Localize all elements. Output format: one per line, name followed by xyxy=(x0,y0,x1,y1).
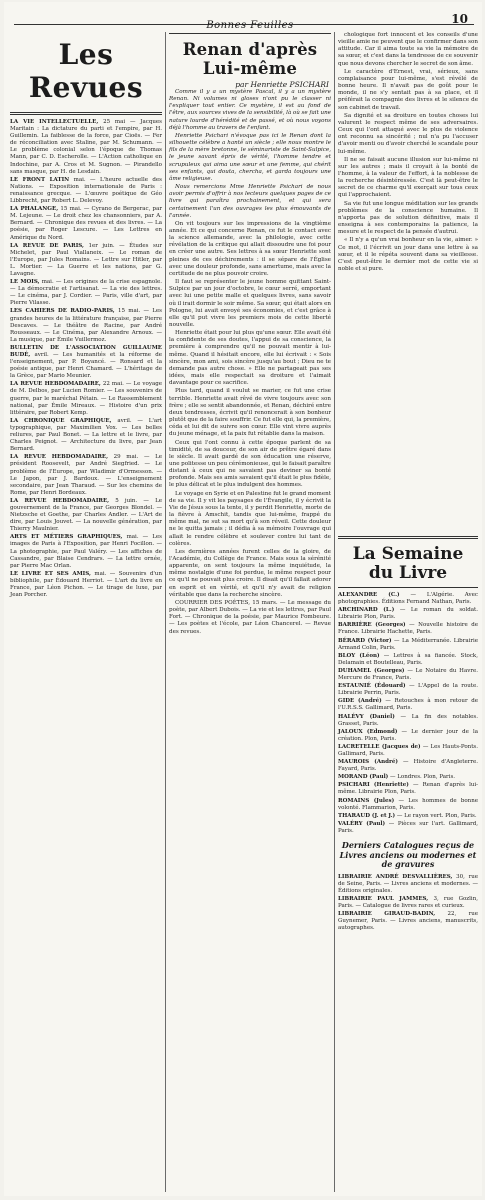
book-details: — Le Notaire du Havre. Mercure de France, Paris. xyxy=(338,667,478,682)
revue-entry xyxy=(10,243,162,278)
book-details: — Renan d'après lui-même. Librairie Plon, Paris. xyxy=(338,782,479,796)
semaine-rule xyxy=(338,536,478,539)
revue-contents: 25 mai — Jacques Maritain : La dictature du parti et l'empire, par H. Guillemin. La faiblesse de la force, par Cioës. — Fer de réconciliation avec Staline, par M. Schumann. — Le problème colonial selon l'époque de Thomas Mann, par C. D. Escherolle. — L'Action catholique en Indochine, par A. Cros et M. Sugnon. — Pirandello sans masque, par H. de Lesdain. xyxy=(10,119,163,175)
book-entry xyxy=(338,607,478,621)
book-details: — Retouches à mon retour de l'U.R.S.S. Gallimard, Paris. xyxy=(338,698,478,712)
title-rule xyxy=(10,112,162,115)
revue-contents: 15 mai. — Les grandes heures de la littérature française, par Pierre Descaves. — Le théâtre de Racine, par André Rousseaux. — Le Cinéma, par Alexandre Arnoux. — La musique, par Émile Vuillermoz. xyxy=(10,308,162,343)
article-paragraph: Plus tard, quand il voulut se marier, ce fut une crise terrible. Henriette avait rêvé de vivre toujours avec son frère ; elle se sentit abandonnée, et Renan, déchiré entre deux tendresses, écrivit qu'il renoncerait à son bonheur plutôt que de la faire souffrir. Ce fut elle qui, la première, céda et lui dit de suivre son cœur. Elle vint vivre auprès du jeune ménage, et la paix fut rétablie dans la maison. xyxy=(169,388,331,438)
revue-name: LA REVUE DE PARIS, xyxy=(10,242,84,249)
article-paragraph: Henriette Psichari n'évoque pas ici le Renan dont la silhouette célèbre a hanté un siècle ; elle nous montre le fils de la mère bretonne, le séminariste de Saint-Sulpice, le jeune savant épris de vérité, l'homme tendre et scrupuleux qui aima une sœur et une femme, qui chérit ses enfants, qui douta, chercha, et garda toujours une âme religieuse. xyxy=(169,132,331,182)
book-details: — La Méditerranée. Librairie Armand Colin, Paris. xyxy=(338,637,478,651)
article-kicker: Bonnes Feuilles xyxy=(206,20,294,31)
article-headline: Renan d'après Lui-même xyxy=(182,40,318,78)
revue-name: LE LIVRE ET SES AMIS, xyxy=(10,570,91,577)
book-author: BARRIÈRE (Georges) xyxy=(338,622,406,629)
catalog-entry xyxy=(338,896,478,910)
book-list xyxy=(338,592,478,835)
revues-column xyxy=(10,32,162,1192)
revue-entry xyxy=(10,308,162,343)
book-author: BÉRARD (Victor) xyxy=(338,637,392,644)
book-author: ARCHINARD (L.) xyxy=(338,607,395,614)
book-author: HALÉVY (Daniel) xyxy=(338,713,395,720)
revue-name: LA REVUE HEBDOMADAIRE, xyxy=(10,454,109,461)
article-paragraph: chologique fort innocent et les conseils d'une vieille amie ne peuvent que le confirmer dans son attitude. Car il aima toute sa vie la mémoire de sa sœur, et c'est dans la tendresse de ce souvenir que nous devons chercher le secret de son âme. xyxy=(338,32,478,67)
semaine-rule-bottom xyxy=(338,587,478,588)
book-details: — Le dernier jour de la création. Plon, Paris. xyxy=(338,728,478,742)
revue-contents: avril. — Les humanités et la réforme de l'enseignement, par P. Boyancé. — Ronsard et la poésie antique, par Henri Chamard. — L'héritage de la Grèce, par Mario Meunier. xyxy=(10,352,162,380)
revue-contents: mai. — Les origines de la crise espagnole. — La démocratie et l'artisanat. — La vie des lettres. — Le cinéma, par J. Cordier. — Paris, ville d'art, par Pierre Vilasse. xyxy=(10,279,162,307)
revue-entry xyxy=(10,381,162,416)
book-entry xyxy=(338,653,478,667)
revues-list xyxy=(10,119,162,599)
book-entry xyxy=(338,638,478,652)
column-divider xyxy=(165,32,166,1192)
revue-entry xyxy=(10,534,162,569)
book-author: LACRETELLE (Jacques de) xyxy=(338,743,421,750)
book-author: THARAUD (J. et J.) xyxy=(338,812,396,819)
revue-name: LA REVUE HEBDOMADAIRE, xyxy=(10,497,110,504)
revue-contents: mai. — L'heure actuelle des Nations. — Exposition internationale de Paris : renaissance grecque. — L'œuvre poétique de Géo Libbrecht, par Robert L. Delevoy. xyxy=(10,176,162,205)
article-paragraph: COURRIER DES POÈTES, 15 mars. — Le message du poète, par Albert Dubois. — La vie et les lettres, par Paul Fort. — Chronique de la poésie, par Maurice Fombeure. — Les poètes et l'école, par Léon Chancerel. — Revue des revues. xyxy=(169,599,331,635)
article-paragraph: On vit toujours sur les impressions de la vingtième année. Et ce qui concerne Renan, ce fut le contact avec la science allemande, avec la philologie, avec cette révélation de la critique qui allait dissoudre une foi pour en créer une autre. Ses lettres à sa sœur Henriette sont pleines de ces déchirements : il se sépare de l'Église avec une douleur profonde, sans amertume, mais avec la certitude de ne plus pouvoir croire. xyxy=(169,220,331,277)
book-author: GIDE (André) xyxy=(338,698,382,705)
catalog-seller: LIBRAIRIE GIRAUD-BADIN, xyxy=(338,910,436,917)
book-details: — L'Algérie. Avec photographies. Éditions Fernand Nathan, Paris. xyxy=(338,592,478,606)
book-entry xyxy=(338,714,478,728)
revue-name: BULLETIN DE L'ASSOCIATION GUILLAUME BUDÉ, xyxy=(10,344,162,358)
revue-name: LES CAHIERS DE RADIO-PARIS, xyxy=(10,308,115,315)
article-paragraph: Comme il y a un mystère Pascal, il y a un mystère Renan. Ni volumes ni gloses n'ont pu le classer ni l'expliquer tout entier. Ce mystère, il est au fond de l'être, aux sources vives de la sensibilité, là où se fait une nature lourde d'hérédité et de passé, et où nous voyons déjà l'homme au travers de l'enfant. xyxy=(169,89,331,131)
article-continuation xyxy=(338,32,478,273)
semaine-title: La Semaine du Livre xyxy=(352,544,464,583)
revue-contents: 29 mai. — Le président Roosevelt, par André Siegfried. — Le problème de l'Europe, par Wladimir d'Ormesson. — Le Japon, par J. Bardoux. — L'enseignement secondaire, par Jean Tharaud. — Sur les chemins de Rome, par Henri Bordeaux. xyxy=(10,454,162,496)
book-details: — Les hommes de bonne volonté. Flammarion, Paris. xyxy=(338,797,478,811)
book-entry xyxy=(338,683,478,697)
article-paragraph: Il ne se faisait aucune illusion sur lui-même ni sur les autres ; mais il croyait à la bonté de l'homme, à la valeur de l'effort, à la noblesse de la recherche désintéressée. C'est là peut-être le secret de ce charme qu'il exerçait sur tous ceux qui l'approchaient. xyxy=(338,156,478,199)
book-details: — Lettres à sa fiancée. Stock, Delamain et Boutelleau, Paris. xyxy=(338,652,479,666)
revue-name: LE FRONT LATIN xyxy=(10,176,70,183)
book-details: — Londres. Plon, Paris. xyxy=(388,774,456,781)
book-author: PSICHARI (Henriette) xyxy=(338,782,409,789)
section-title-revues: Les Revues xyxy=(28,38,144,104)
book-author: ROMAINS (Jules) xyxy=(338,797,395,804)
book-author: ALEXANDRE (C.) xyxy=(338,592,400,598)
book-author: VALÉRY (Paul) xyxy=(338,820,386,827)
book-entry xyxy=(338,592,478,606)
revue-contents: 22 mai. — Le voyage de M. Delbos, par Lucien Romier. — Les souvenirs de guerre, par le maréchal Pétain. — Le Rassemblement national, par Émile Mireaux. — Histoire d'un prix littéraire, par Robert Kemp. xyxy=(10,381,162,416)
revue-contents: avril. — L'art typographique, par Maximilien Vox. — Les belles reliures, par Paul Bonet. — La lettre et le livre, par Charles Peignot. — Architecture du livre, par Jean Bernard. xyxy=(10,417,162,453)
revue-name: LA VIE INTELLECTUELLE, xyxy=(10,119,99,125)
book-entry xyxy=(338,774,478,781)
book-entry xyxy=(338,698,478,712)
article-paragraph: Ceux qui l'ont connu à cette époque parlent de sa timidité, de sa douceur, de son air de prêtre égaré dans le siècle. Il avait gardé de son éducation une réserve, une politesse un peu cérémonieuse, qui le faisait paraître distant à ceux qui ne savaient pas deviner sa bonté profonde. Mais ses amis savaient qu'il était le plus fidèle, le plus délicat et le plus indulgent des hommes. xyxy=(169,439,331,489)
article-paragraph: Les dernières années furent celles de la gloire, de l'Académie, du Collège de France. Mais sous la sérénité apparente, on sent toujours la même inquiétude, la même nostalgie d'une foi perdue, le même respect pour ce qu'il ne pouvait plus croire. Il disait qu'il fallait adorer en esprit et en vérité, et qu'il n'y avait de religion véritable que dans la recherche sincère. xyxy=(169,548,331,598)
book-entry xyxy=(338,668,478,682)
book-details: — Nouvelle histoire de France. Librairie Hachette, Paris. xyxy=(338,622,478,636)
book-details: — La fin des notables. Grasset, Paris. xyxy=(338,713,478,727)
catalog-list xyxy=(338,874,478,933)
article-column xyxy=(169,20,331,1192)
book-entry xyxy=(338,813,478,820)
book-entry xyxy=(338,798,478,812)
revue-entry xyxy=(10,345,162,380)
book-author: DUHAMEL (Georges) xyxy=(338,667,405,674)
catalog-details: 22, rue Guynemer, Paris. — Livres anciens, manuscrits, autographes. xyxy=(338,910,478,932)
kicker-rule xyxy=(169,33,331,34)
revue-contents: 15 mai. — Cyrano de Bergerac, par M. Lejeune. — Le droit chez les chansonniers, par A. Bernard. — Chronique des revues et des livres. — La poésie, par Roger Lescure. — Les Lettres en Amérique du Nord. xyxy=(10,206,162,241)
book-author: MORAND (Paul) xyxy=(338,774,389,781)
book-entry xyxy=(338,759,478,773)
revue-name: LE MOIS, xyxy=(10,279,40,286)
article-byline: par Henriette PSICHARI xyxy=(235,80,329,89)
book-author: BLOY (Léon) xyxy=(338,652,380,659)
revue-entry xyxy=(10,418,162,453)
book-author: MAUROIS (André) xyxy=(338,759,398,766)
catalog-heading: Derniers Catalogues reçus de Livres anciens ou modernes et de gravures xyxy=(339,840,477,869)
revue-entry xyxy=(10,279,162,307)
revue-name: LA REVUE HEBDOMADAIRE, xyxy=(10,381,101,388)
article-paragraph: Sa dignité et sa droiture en toutes choses lui valurent le respect même de ses adversaires. Ceux qui l'ont attaqué avec le plus de violence ont reconnu sa sincérité ; nul n'a pu l'accuser d'avoir menti ou d'avoir cherché le scandale pour lui-même. xyxy=(338,112,478,155)
revue-name: LA PHALANGE, xyxy=(10,206,59,213)
revue-entry xyxy=(10,119,162,176)
revue-name: LA CHRONIQUE GRAPHIQUE, xyxy=(10,417,112,424)
revue-entry xyxy=(10,206,162,241)
revue-entry xyxy=(10,571,162,599)
book-details: — Pièces sur l'art. Gallimard, Paris. xyxy=(338,820,478,834)
book-details: — Le rayon vert. Plon, Paris. xyxy=(395,812,477,819)
book-author: ESTAUNIÉ (Édouard) xyxy=(338,683,406,690)
book-details: — Le roman du soldat. Librairie Plon, Paris. xyxy=(338,607,478,621)
newspaper-page xyxy=(4,2,482,1196)
revue-contents: 1er juin. — Études sur Michelet, par Paul Viallaneix. — Le roman de l'Europe, par Jules Romains. — Lettre sur Hitler, par L. Mortier. — La Guerre et les nations, par G. Lavagne. xyxy=(10,242,162,277)
book-entry xyxy=(338,821,478,835)
right-column xyxy=(338,32,478,1192)
article-paragraph: Nous remercions Mme Henriette Psichari de nous avoir permis d'offrir à nos lecteurs quelques pages de ce livre qui paraîtra prochainement, et qui sera certainement l'un des ouvrages les plus émouvants de l'année. xyxy=(169,184,331,219)
book-details: — L'Appel de la route. Librairie Perrin, Paris. xyxy=(338,683,478,697)
book-entry xyxy=(338,622,478,636)
catalog-seller: LIBRAIRIE PAUL JAMMES, xyxy=(338,895,429,902)
article-paragraph: Sa vie fut une longue méditation sur les grands problèmes de la conscience humaine. Il n'apporta pas de solution définitive, mais il enseigna à ses contemporains la patience, la mesure et le respect de la pensée d'autrui. xyxy=(338,200,478,236)
article-paragraph: Le caractère d'Ernest, vrai, sérieux, sans complaisance pour lui-même, s'est révélé de bonne heure. Il n'avait pas de goût pour le monde, il ne s'y sentait pas à sa place, et il préférait la compagnie des livres et le silence de son cabinet de travail. xyxy=(338,68,478,111)
article-paragraph: Henriette était pour lui plus qu'une sœur. Elle avait été la confidente de ses doutes, l'appui de sa conscience, la première à comprendre qu'il ne pouvait mentir à lui-même. Quand il hésitait encore, elle lui écrivait : « Sois sincère, mon ami, sois sincère jusqu'au bout ; Dieu ne te demande pas autre chose. » Elle ne partageait pas ses idées, mais elle respectait sa droiture et l'aimait davantage pour ce sacrifice. xyxy=(169,330,331,387)
catalog-details: 30, rue de Seine, Paris. — Livres anciens et modernes. — Éditions originales. xyxy=(338,873,478,894)
book-details: — Histoire d'Angleterre. Fayard, Paris. xyxy=(338,759,478,773)
page-number: 10 xyxy=(451,12,468,26)
book-author: JALOUX (Edmond) xyxy=(338,728,398,735)
book-entry xyxy=(338,744,478,758)
revue-contents: mai. — Les images de Paris à l'Exposition, par Henri Focillon. — La photographie, par Paul Valéry. — Les affiches de Cassandre, par Blaise Cendrars. — La lettre ornée, par Pierre Mac Orlan. xyxy=(10,534,162,569)
revue-entry xyxy=(10,177,162,205)
catalog-seller: LIBRAIRIE ANDRÉ DESVALLIÈRES, xyxy=(338,873,453,880)
article-paragraph: Il faut se représenter le jeune homme quittant Saint-Sulpice par un jour d'octobre, le cœur serré, emportant avec lui une petite malle et quelques livres, sans savoir où il irait dormir le soir même. Sa sœur, qui était alors en Pologne, lui avait envoyé ses économies, et c'est grâce à elle qu'il put vivre les premiers mois de cette liberté nouvelle. xyxy=(169,279,331,328)
catalog-entry xyxy=(338,911,478,932)
catalog-entry xyxy=(338,874,478,895)
catalog-details: 3, rue Gozlin, Paris. — Catalogue de livres rares et curieux. xyxy=(338,895,478,909)
article-paragraph: Le voyage en Syrie et en Palestine fut le grand moment de sa vie. Il y vit les paysages de l'Évangile, il y écrivit la Vie de Jésus sous la tente, il y perdit Henriette, morte de la fièvre à Amschit, tandis que lui-même, frappé du même mal, ne sut sa mort qu'à son réveil. Cette douleur ne le quitta jamais ; il dédia à sa mémoire l'ouvrage qui allait le rendre célèbre et soulever contre lui tant de colères. xyxy=(169,490,331,547)
revue-contents: 5 juin. — Le gouvernement de la France, par Georges Blondel. — Nietzsche et Goethe, par Charles Andler. — L'Art de dire, par Louis Jouvet. — La nouvelle génération, par Thierry Maulnier. xyxy=(10,497,162,533)
revue-contents: mai. — Souvenirs d'un bibliophile, par Édouard Herriot. — L'art du livre en France, par Léon Pichon. — Le tirage de luxe, par Jean Porcher. xyxy=(10,570,162,599)
column-divider xyxy=(334,32,335,1192)
revue-name: ARTS ET MÉTIERS GRAPHIQUES, xyxy=(10,534,123,541)
book-details: — Les Hauts-Ponts. Gallimard, Paris. xyxy=(338,743,478,757)
revue-entry xyxy=(10,498,162,533)
article-paragraph: « Il n'y a qu'un vrai bonheur en la vie, aimer. » Ce mot, il l'écrivit un jour dans une lettre à sa sœur, et il le répéta souvent dans sa vieillesse. C'est peut-être le dernier mot de cette vie si noble et si pure. xyxy=(338,237,478,272)
book-entry xyxy=(338,729,478,743)
revue-entry xyxy=(10,454,162,497)
semaine-du-livre xyxy=(338,534,478,933)
book-entry xyxy=(338,782,478,796)
article-body xyxy=(169,89,331,636)
